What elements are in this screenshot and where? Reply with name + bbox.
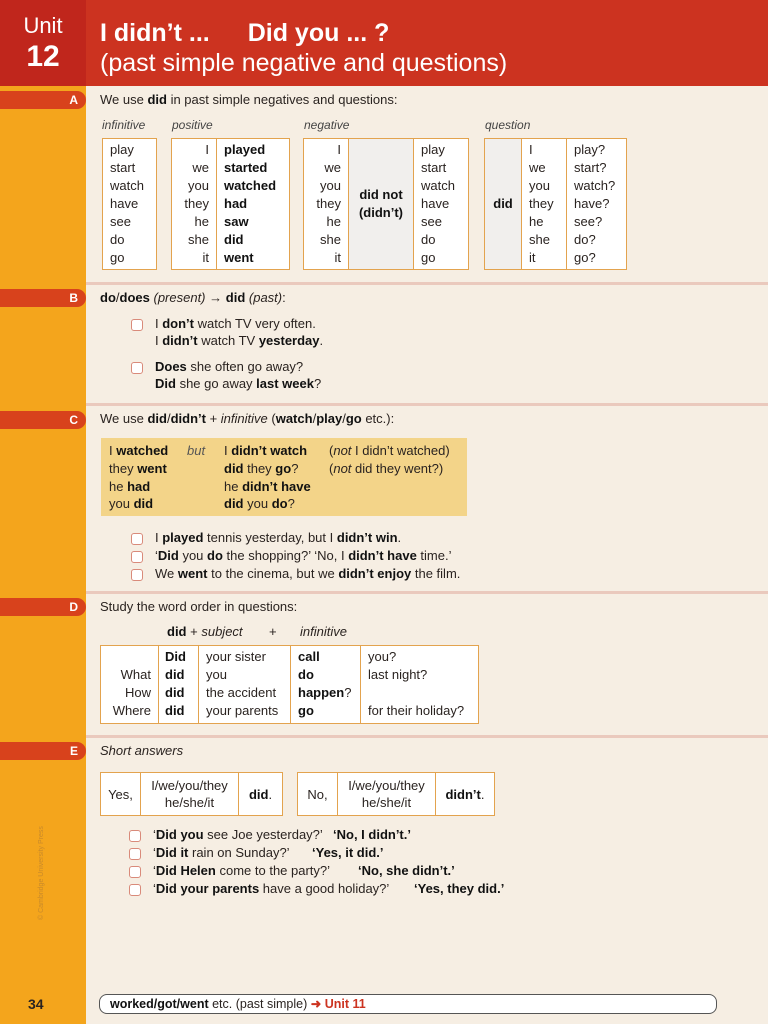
pronoun-column: I we you they he she it [304, 139, 349, 269]
aux-cell: did. [248, 786, 273, 802]
example-question: ‘Did it rain on Sunday?’ [153, 845, 290, 860]
label-positive: positive [172, 118, 213, 132]
section-tab-c [0, 411, 86, 429]
section-letter: E [69, 744, 78, 758]
bullet-icon [129, 884, 141, 896]
question-word-column: What How Where [101, 646, 159, 723]
section-letter: B [69, 291, 78, 305]
bullet-icon [129, 848, 141, 860]
example-line: did they go? [224, 461, 299, 476]
subject-cell: I/we/you/they he/she/it [338, 773, 436, 815]
aux-column: Did did did did [159, 646, 199, 723]
example-line: they went [109, 461, 167, 476]
example-line: Did she go away last week? [155, 376, 322, 391]
example-question: ‘Did you see Joe yesterday?’ [153, 827, 323, 842]
section-letter: D [69, 600, 78, 614]
rest-column: you? last night? for their holiday? [368, 649, 465, 718]
question-verb-column: play? start? watch? have? see? do? go? [574, 142, 616, 265]
title-part-1: I didn’t ... [100, 19, 210, 47]
section-e-intro: Short answers [100, 743, 184, 758]
past-form-column: played started watched had saw did went [224, 142, 277, 265]
copyright-note: © Cambridge University Press [38, 826, 45, 920]
bullet-icon [131, 551, 143, 563]
divider [86, 591, 768, 594]
negative-aux-cell: did not (didn’t) [349, 139, 414, 269]
bullet-icon [131, 362, 143, 374]
unit-number: 12 [26, 40, 60, 73]
question-table [484, 138, 627, 270]
example-line: he had [109, 479, 151, 494]
example-answer: ‘No, she didn’t.’ [358, 863, 455, 878]
example-answer: ‘Yes, they did.’ [414, 881, 505, 896]
infinitive-table [102, 138, 157, 270]
section-c-intro: We use did/didn’t + infinitive (watch/play/go etc.): [100, 411, 395, 426]
section-letter: C [69, 413, 78, 427]
bullet-icon [131, 569, 143, 581]
section-tab-b [0, 289, 86, 307]
example-question: ‘Did your parents have a good holiday?’ [153, 881, 390, 896]
but-label: but [187, 443, 206, 458]
divider [86, 282, 768, 285]
pronoun-column: I we you they he she it [522, 139, 567, 269]
page-title [100, 18, 389, 48]
ref-text: etc. (past simple) [208, 997, 311, 1011]
negative-verb-column: play start watch have see do go [421, 142, 455, 265]
page-subtitle: (past simple negative and questions) [100, 49, 508, 77]
example-line: ‘Did you do the shopping?’ ‘No, I didn’t have time.’ [155, 548, 452, 563]
bullet-icon [129, 830, 141, 842]
ref-bold: worked/got/went [110, 997, 209, 1011]
label-negative: negative [304, 118, 350, 132]
section-a-intro: We use did in past simple negatives and questions: [100, 92, 398, 107]
section-tab-e [0, 742, 86, 760]
section-tab-a [0, 91, 86, 109]
question-aux-cell: did [485, 139, 522, 269]
example-line: Does she often go away? [155, 359, 304, 374]
bullet-icon [129, 866, 141, 878]
example-question: ‘Did Helen come to the party?’ [153, 863, 331, 878]
example-line: I watched [109, 443, 169, 458]
yes-word: Yes, [101, 773, 141, 815]
aux-cell: didn’t. [445, 786, 485, 802]
label-question: question [485, 118, 531, 132]
section-b-intro: do/does (present) → did (past): [100, 290, 286, 305]
unit-box [0, 0, 86, 86]
verb-column: call do happen? go [291, 646, 361, 723]
positive-table [171, 138, 290, 270]
example-line: I didn’t watch TV yesterday. [155, 333, 324, 348]
example-line: you did [109, 496, 154, 511]
page-number: 34 [28, 996, 44, 1012]
arrow-icon: ➜ [310, 997, 322, 1011]
example-line: did you do? [224, 496, 295, 511]
no-word: No, [298, 773, 338, 815]
example-answer: ‘Yes, it did.’ [312, 845, 384, 860]
divider [86, 403, 768, 406]
section-d-intro: Study the word order in questions: [100, 599, 298, 614]
note-line: (not I didn’t watched) [329, 443, 450, 458]
example-line: he didn’t have [224, 479, 311, 494]
unit-link[interactable]: Unit 11 [321, 997, 366, 1011]
example-line: I didn’t watch [224, 443, 308, 458]
bullet-icon [131, 319, 143, 331]
subject-column: your sister you the accident your parents [199, 646, 291, 723]
negative-table [303, 138, 469, 270]
note-line: (not did they went?) [329, 461, 444, 476]
divider [86, 735, 768, 738]
pronoun-column: I we you they he she it [172, 139, 217, 269]
subject-cell: I/we/you/they he/she/it [141, 773, 239, 815]
formula-plus: + [269, 624, 277, 639]
example-answer: ‘No, I didn’t.’ [333, 827, 411, 842]
example-line: I played tennis yesterday, but I didn’t win. [155, 530, 402, 545]
cross-reference-bar[interactable] [99, 994, 717, 1014]
bullet-icon [131, 533, 143, 545]
infinitive-column: play start watch have see do go [110, 142, 144, 265]
word-order-table [100, 645, 479, 724]
short-answer-yes-box [100, 772, 283, 816]
section-tab-d [0, 598, 86, 616]
short-answer-no-box [297, 772, 495, 816]
example-line: I don’t watch TV very often. [155, 316, 316, 331]
label-infinitive: infinitive [102, 118, 146, 132]
page-header [86, 0, 768, 86]
title-part-2: Did you ... ? [247, 19, 390, 47]
unit-label: Unit [23, 13, 63, 38]
example-line: We went to the cinema, but we didn’t enjoy the film. [155, 566, 461, 581]
section-letter: A [69, 93, 78, 107]
word-order-formula: did + subject [167, 624, 243, 639]
formula-infinitive: infinitive [300, 624, 347, 639]
